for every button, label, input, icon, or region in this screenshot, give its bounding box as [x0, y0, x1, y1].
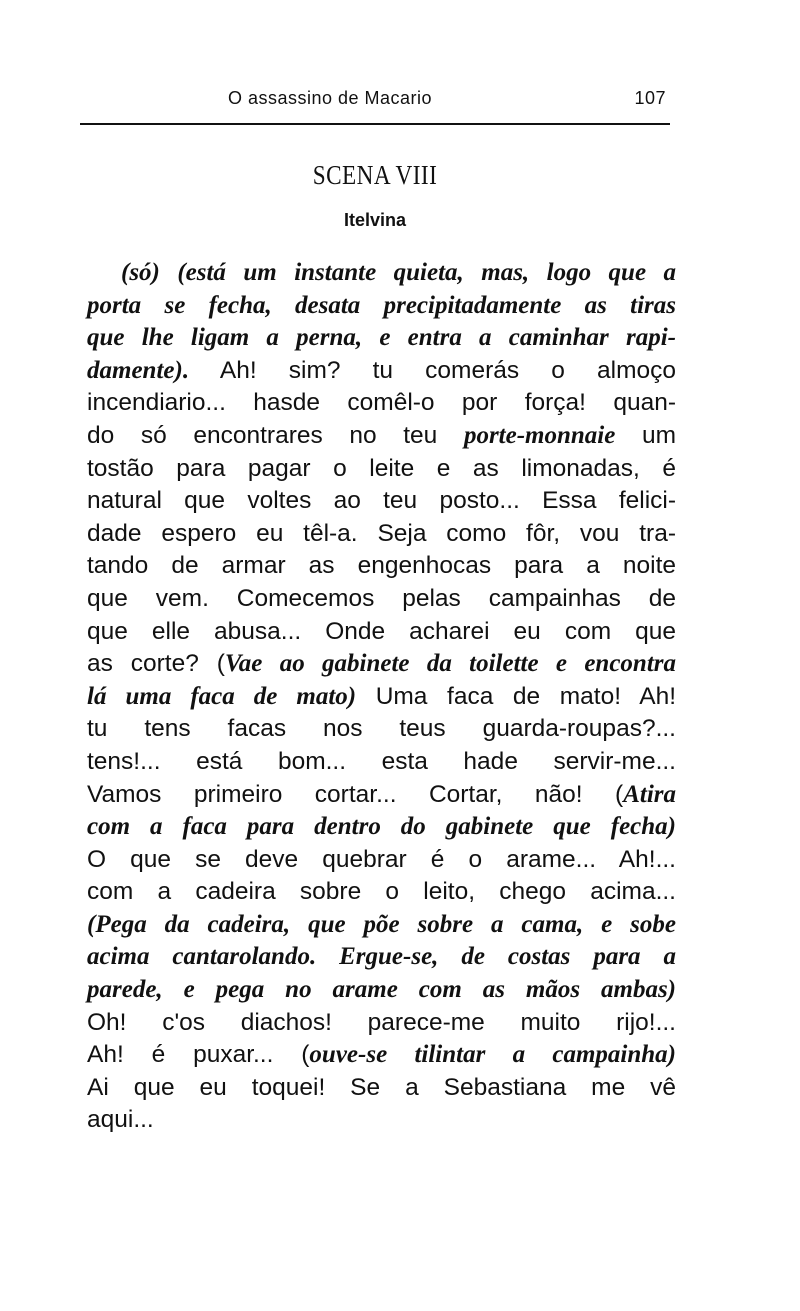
dialogue-text: Oh! c'os diachos! parece-me muito rijo!... — [87, 1008, 676, 1036]
dialogue-text: incendiario... hasde comêl-o por força! quan- — [87, 389, 676, 417]
header-rule — [80, 123, 670, 125]
dialogue-text: Ah! sim? tu comerás o almoço — [189, 356, 676, 384]
dialogue-text: tu tens facas nos teus guarda-roupas?... — [87, 715, 676, 743]
dialogue-text: aqui... — [87, 1106, 154, 1134]
stage-direction: (Pega da cadeira, que põe sobre a cama, e sobe — [87, 910, 676, 938]
dialogue-text: O que se deve quebrar é o arame... Ah!... — [87, 845, 676, 873]
text-line — [87, 648, 676, 681]
text-line — [87, 322, 676, 355]
stage-direction: damente). — [87, 356, 190, 384]
stage-direction: que lhe ligam a perna, e entra a caminhar rapi- — [87, 324, 676, 352]
page-number: 107 — [634, 88, 666, 108]
text-line — [87, 1007, 676, 1040]
dialogue-text: Vamos primeiro cortar... Cortar, não! ( — [87, 780, 624, 808]
dialogue-text: tando de armar as engenhocas para a noite — [87, 552, 676, 580]
text-line — [87, 583, 676, 616]
dialogue-text: as corte? ( — [87, 650, 225, 678]
stage-direction: Atira — [623, 780, 676, 808]
dialogue-text: Ah! é puxar... ( — [87, 1041, 310, 1069]
text-line — [87, 616, 676, 649]
dialogue-text: que vem. Comecemos pelas campainhas de — [87, 584, 676, 612]
stage-direction: lá uma faca de mato) — [87, 682, 357, 710]
dialogue-text: tostão para pagar o leite e as limonadas, é — [87, 454, 676, 482]
stage-direction: Vae ao gabinete da toilette e encontra — [224, 650, 676, 678]
text-line — [87, 355, 676, 388]
character-name: Itelvina — [343, 210, 407, 230]
dialogue-text: com a cadeira sobre o leito, chego acima... — [87, 878, 676, 906]
text-line — [87, 974, 676, 1007]
dialogue-text: do só encontrares no teu — [87, 421, 464, 449]
page-header — [80, 84, 670, 114]
text-line — [87, 518, 676, 551]
text-line — [87, 941, 676, 974]
text-line — [87, 257, 676, 290]
dialogue-text: natural que voltes ao teu posto... Essa felici- — [87, 487, 676, 515]
running-title: O assassino de Macario — [227, 88, 433, 108]
body-text — [87, 257, 676, 1137]
stage-direction: ouve-se tilintar a campainha) — [309, 1041, 676, 1069]
text-line — [87, 844, 676, 877]
text-line — [87, 713, 676, 746]
text-line — [87, 1104, 676, 1137]
text-line — [87, 290, 676, 323]
stage-direction: porte-monnaie — [463, 421, 616, 449]
text-line — [87, 746, 676, 779]
dialogue-text: tens!... está bom... esta hade servir-me... — [87, 747, 676, 775]
text-line — [87, 1039, 676, 1072]
dialogue-text: Uma faca de mato! Ah! — [356, 682, 676, 710]
text-line — [87, 909, 676, 942]
text-line — [87, 811, 676, 844]
dialogue-text: dade espero eu têl-a. Seja como fôr, vou tra- — [87, 519, 676, 547]
text-line — [87, 453, 676, 486]
text-line — [87, 420, 676, 453]
text-line — [87, 550, 676, 583]
text-line — [87, 681, 676, 714]
stage-direction: porta se fecha, desata precipitadamente as tiras — [87, 291, 676, 319]
text-line — [87, 485, 676, 518]
text-line — [87, 387, 676, 420]
dialogue-text: Ai que eu toquei! Se a Sebastiana me vê — [87, 1073, 676, 1101]
dialogue-text: que elle abusa... Onde acharei eu com que — [87, 617, 676, 645]
text-line — [87, 876, 676, 909]
scene-title: SCENA VIII — [312, 160, 438, 190]
dialogue-text: um — [615, 421, 677, 449]
text-line — [87, 779, 676, 812]
stage-direction: com a faca para dentro do gabinete que fecha) — [87, 813, 676, 841]
text-line — [87, 1072, 676, 1105]
stage-direction: acima cantarolando. Ergue-se, de costas para a — [87, 943, 676, 971]
stage-direction: (só) (está um instante quieta, mas, logo que a — [121, 259, 676, 286]
stage-direction: parede, e pega no arame com as mãos ambas) — [87, 976, 676, 1004]
